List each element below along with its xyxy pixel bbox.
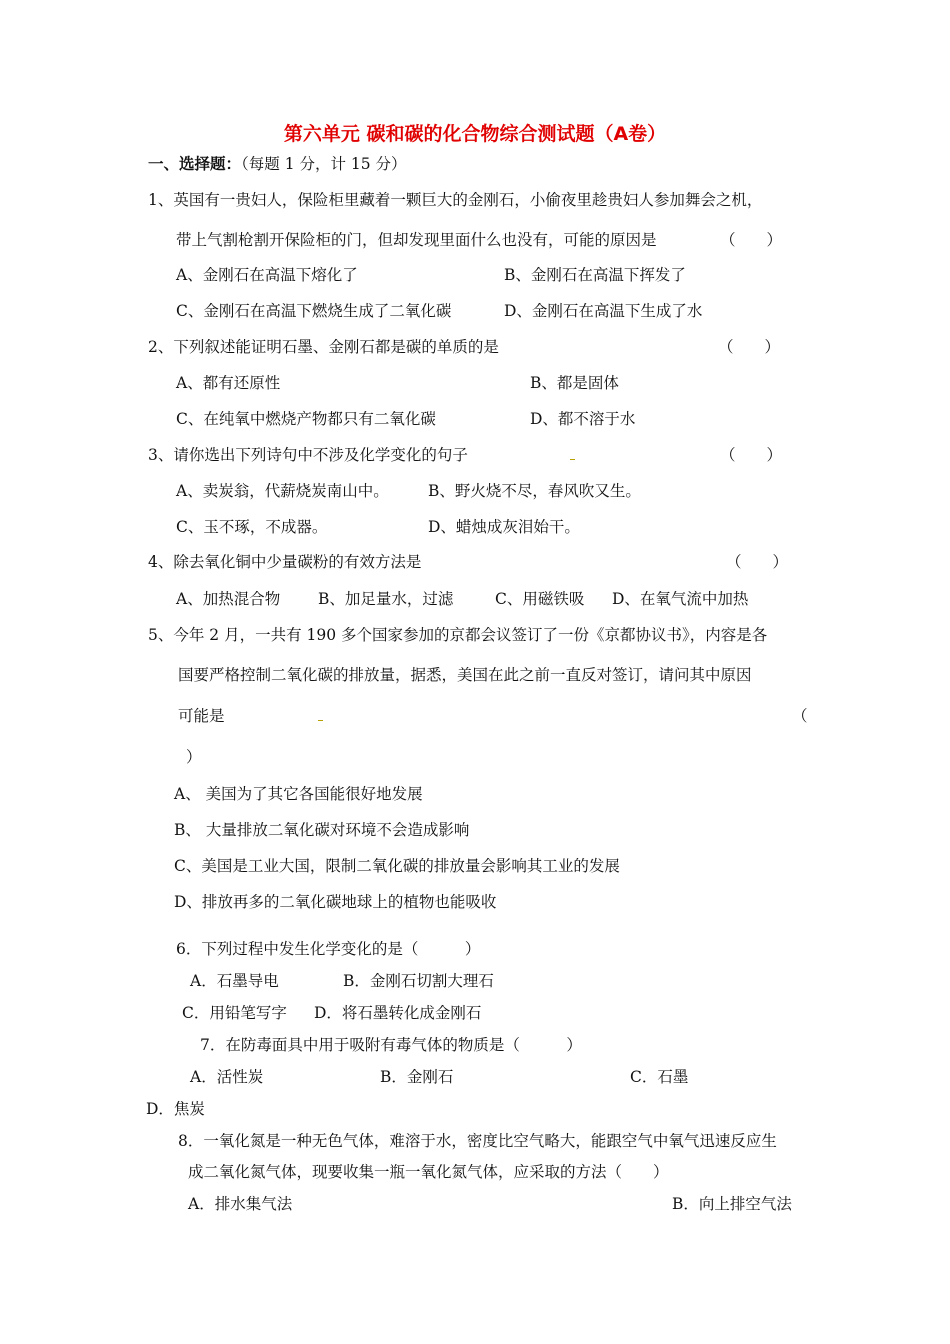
q5-stem-line3: 可能是 <box>178 707 225 725</box>
q3-option-d: D、蜡烛成灰泪始干。 <box>428 518 580 536</box>
q6-option-b: B．金刚石切割大理石 <box>343 972 494 990</box>
q5-blank-open: （ <box>792 707 808 725</box>
q5-option-a: A、 美国为了其它各国能很好地发展 <box>174 785 423 803</box>
q5-option-b: B、 大量排放二氧化碳对环境不会造成影响 <box>174 821 470 839</box>
q4-answer-blank: （ ） <box>726 553 789 571</box>
q2-option-a: A、都有还原性 <box>176 374 281 392</box>
q7-stem: 7．在防毒面具中用于吸附有毒气体的物质是（ ） <box>200 1036 582 1054</box>
q3-option-a: A、卖炭翁，代薪烧炭南山中。 <box>176 482 389 500</box>
q8-option-a: A．排水集气法 <box>188 1195 293 1213</box>
q8-stem-line1: 8．一氧化氮是一种无色气体，难溶于水，密度比空气略大，能跟空气中氧气迅速反应生 <box>178 1132 777 1150</box>
q7-option-c: C．石墨 <box>630 1068 689 1086</box>
q5-blank-close: ） <box>186 748 202 766</box>
q2-option-c: C、在纯氧中燃烧产物都只有二氧化碳 <box>176 410 436 428</box>
q1-option-d: D、金刚石在高温下生成了水 <box>504 302 703 320</box>
q4-option-d: D、在氧气流中加热 <box>612 590 749 608</box>
q2-stem: 2、下列叙述能证明石墨、金刚石都是碳的单质的是 <box>148 338 499 356</box>
q7-option-a: A．活性炭 <box>190 1068 264 1086</box>
q6-option-a: A．石墨导电 <box>190 972 279 990</box>
q5-stem-line1: 5、今年 2 月，一共有 190 多个国家参加的京都会议签订了一份《京都协议书》，内容是各 <box>148 626 768 644</box>
q5-option-d: D、排放再多的二氧化碳地球上的植物也能吸收 <box>174 893 497 911</box>
q8-option-b: B．向上排空气法 <box>672 1195 792 1213</box>
q8-stem-line2: 成二氧化氮气体，现要收集一瓶一氧化氮气体，应采取的方法（ ） <box>188 1163 669 1181</box>
stray-mark <box>318 720 323 721</box>
section-note: （每题 1 分，计 15 分） <box>241 155 407 173</box>
page-title: 第六单元 碳和碳的化合物综合测试题（A卷） <box>283 123 667 145</box>
q4-option-c: C、用磁铁吸 <box>495 590 585 608</box>
section-heading-label: 一、选择题： <box>148 155 242 173</box>
q4-option-a: A、加热混合物 <box>176 590 281 608</box>
q3-stem: 3、请你选出下列诗句中不涉及化学变化的句子 <box>148 446 468 464</box>
q6-stem: 6．下列过程中发生化学变化的是（ ） <box>176 940 481 958</box>
q3-option-b: B、野火烧不尽，春风吹又生。 <box>428 482 641 500</box>
q6-option-d: D．将石墨转化成金刚石 <box>314 1004 482 1022</box>
q2-option-b: B、都是固体 <box>530 374 619 392</box>
q1-stem-line2: 带上气割枪割开保险柜的门，但却发现里面什么也没有，可能的原因是 <box>176 231 657 249</box>
q1-answer-blank: （ ） <box>720 231 783 249</box>
q5-option-c: C、美国是工业大国，限制二氧化碳的排放量会影响其工业的发展 <box>174 857 620 875</box>
q1-option-b: B、金刚石在高温下挥发了 <box>504 266 686 284</box>
q1-option-c: C、金刚石在高温下燃烧生成了二氧化碳 <box>176 302 452 320</box>
q7-option-b: B．金刚石 <box>380 1068 454 1086</box>
q5-stem-line2: 国要严格控制二氧化碳的排放量，据悉，美国在此之前一直反对签订，请问其中原因 <box>178 666 752 684</box>
q4-stem: 4、除去氧化铜中少量碳粉的有效方法是 <box>148 553 422 571</box>
q3-option-c: C、玉不琢，不成器。 <box>176 518 328 536</box>
section-heading <box>148 154 407 174</box>
q2-answer-blank: （ ） <box>718 338 781 356</box>
q6-option-c: C．用铅笔写字 <box>182 1004 287 1022</box>
q2-option-d: D、都不溶于水 <box>530 410 636 428</box>
q7-option-d: D．焦炭 <box>146 1100 205 1118</box>
stray-mark <box>570 459 575 460</box>
q4-option-b: B、加足量水，过滤 <box>318 590 454 608</box>
q1-option-a: A、金刚石在高温下熔化了 <box>176 266 358 284</box>
q1-stem-line1: 1、英国有一贵妇人，保险柜里藏着一颗巨大的金刚石，小偷夜里趁贵妇人参加舞会之机， <box>148 191 763 209</box>
q3-answer-blank: （ ） <box>720 446 783 464</box>
